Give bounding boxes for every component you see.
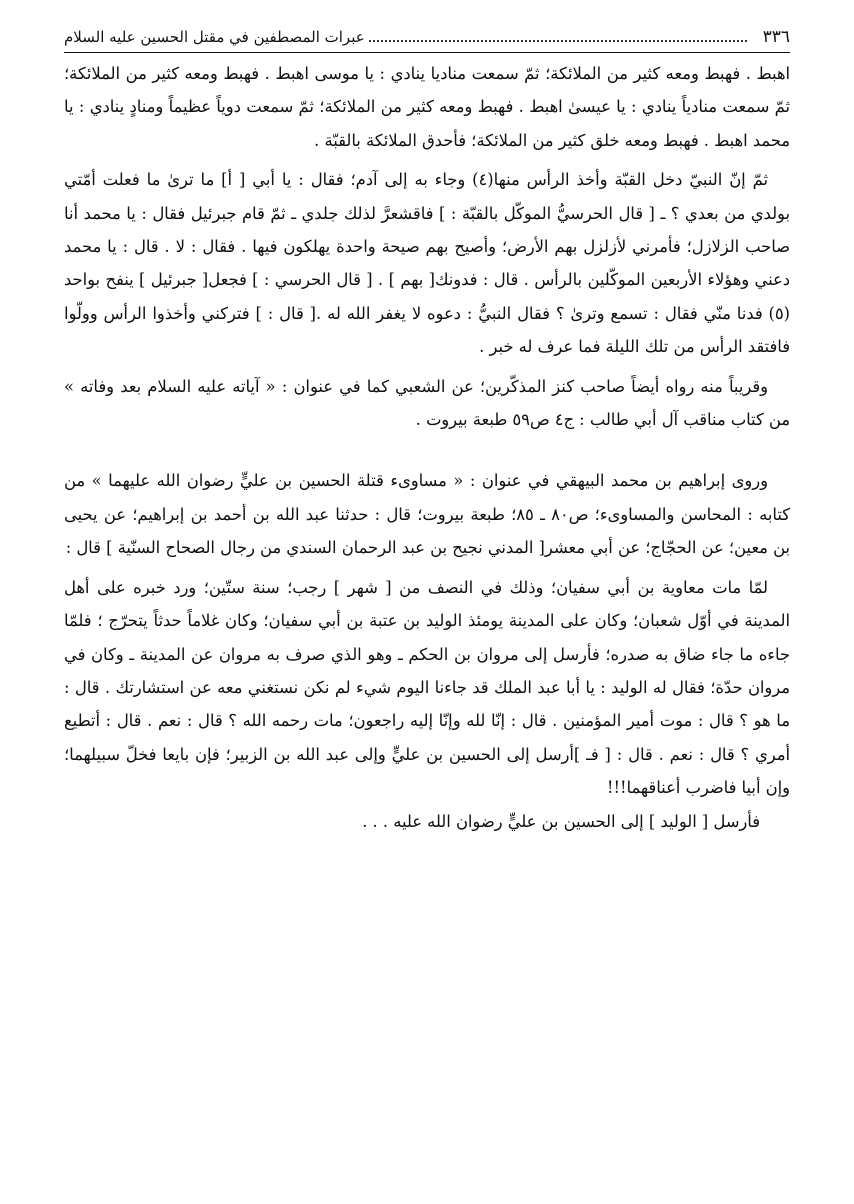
paragraph-2: ثمّ إنّ النبيّ دخل القبّة وأخذ الرأس منها(٤) وجاء به إلى آدم؛ فقال : يا أبي [ أ] ما ترىٰ ما فعلت أمّتي بولدي من بعدي ؟ ـ [ قال الحرسيُّ الموكّل بالقبّة : ] فاقشعرَّ لذلك جلدي ـ ثمّ قام جبرئيل فقال : يا محمد أنا صاحب الزلازل؛ فأمرني لأزلزل بهم الأرض؛ وأصيح بهم صيحة واحدة يهلكون فيها . فقال : لا . قال : يا محمد دعني وهؤلاء الأربعين الموكّلين بالرأس . قال : فدونك[ بهم ] . [ قال الحرسي : ] فجعل[ جبرئيل ] ينفح بواحد (٥) فدنا منّي فقال : تسمع وترىٰ ؟ فقال النبيُّ : دعوه لا يغفر الله له .[ قال : ] فتركني وأخذوا الرأس وولّوا فافتقد الرأس من تلك الليلة فما عرف له خبر .	[64, 170, 790, 357]
paragraph-6: فأرسل [ الوليد ] إلى الحسين بن عليٍّ رضوان الله عليه . . .	[362, 811, 760, 831]
running-title: عبرات المصطفين في مقتل الحسين عليه السلام	[64, 28, 365, 46]
page-header	[64, 20, 790, 50]
paragraph-3: وقريباً منه رواه أيضاً صاحب كنز المذكّرين؛ عن الشعبي كما في عنوان : « آياته عليه السلام بعد وفاته » من كتاب مناقب آل أبي طالب : ج٤ ص٥٩ طبعة بيروت .	[64, 376, 790, 430]
page-number: ٣٣٦	[762, 27, 790, 47]
paragraph-4: وروى إبراهيم بن محمد البيهقي في عنوان : « مساوىء قتلة الحسين بن عليٍّ رضوان الله عليهما » من كتابه : المحاسن والمساوىء؛ ص٨٠ ـ ٨٥؛ طبعة بيروت؛ قال : حدثنا عبد الله بن أحمد بن إبراهيم؛ عن يحيى بن معين؛ عن الحجّاج؛ عن أبي معشر[ المدني نجيح بن عبد الرحمان السندي من رجال الصحاح السنّية ] قال :	[64, 471, 790, 558]
book-page	[64, 20, 790, 838]
header-rule	[64, 52, 790, 53]
paragraph-1: اهبط . فهبط ومعه كثير من الملائكة؛ ثمّ سمعت مناديا ينادي : يا موسى اهبط . فهبط ومعه كثير من الملائكة؛ ثمّ سمعت منادياً ينادي : يا عيسىٰ اهبط . فهبط ومعه كثير من الملائكة؛ ثمّ سمعت دوياً عظيماً ومنادٍ ينادي : يا محمد اهبط . فهبط ومعه خلق كثير من الملائكة؛ فأحدق الملائكة بالقبّة .	[64, 64, 790, 150]
paragraph-5: لمّا مات معاوية بن أبي سفيان؛ وذلك في النصف من [ شهر ] رجب؛ سنة ستّين؛ ورد خبره على أهل المدينة في أوّل شعبان؛ وكان على المدينة يومئذ الوليد بن عتبة بن أبي سفيان؛ وكان غلاماً حدثاً يتحرّج ؛ فلمّا جاءه ما جاء ضاق به صدره؛ فأرسل إلى مروان بن الحكم ـ وهو الذي صرف به مروان عن المدينة ـ وكان في مروان حدّة؛ فقال له الوليد : يا أبا عبد الملك قد جاءنا اليوم شيء لم نكن نستغني معه عن استشارتك . قال : ما هو ؟ قال : موت أمير المؤمنين . قال : إنّا لله وإنّا إليه راجعون؛ مات رحمه الله ؟ قال : نعم . قال : أتطيع أمري ؟ قال : نعم . قال : [ فـ ]أرسل إلى الحسين بن عليٍّ وإلى عبد الله بن الزبير؛ فإن بايعا فخلّ سبيلهما؛ وإن أبيا فاضرب أعناقهما!!!	[64, 577, 790, 798]
header-leader-dots	[369, 40, 747, 42]
